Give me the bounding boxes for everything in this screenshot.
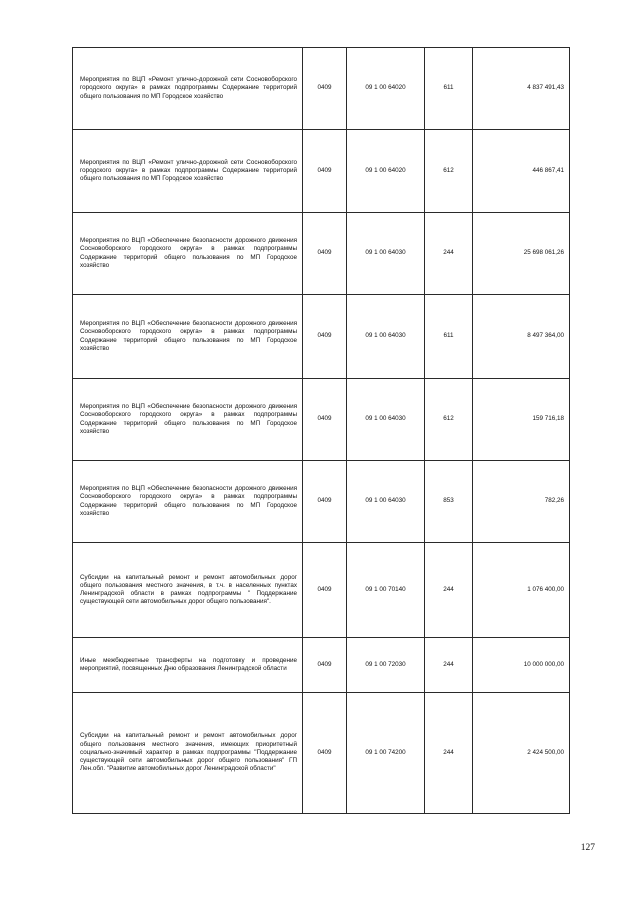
section-code-cell: 0409 — [303, 693, 347, 814]
target-article-cell: 09 1 00 72030 — [347, 638, 425, 693]
expense-name-cell: Мероприятия по ВЦП «Обеспечение безопасности дорожного движения Сосновоборского городского округа» в рамках подпрограммы Содержание территорий общего пользования по МП Городское хозяйство — [73, 295, 303, 379]
table-row — [73, 130, 570, 213]
amount-cell: 782,26 — [473, 461, 570, 543]
amount-cell: 25 698 061,26 — [473, 213, 570, 295]
expense-type-cell: 244 — [425, 543, 473, 638]
expense-name-cell: Мероприятия по ВЦП «Обеспечение безопасности дорожного движения Сосновоборского городского округа» в рамках подпрограммы Содержание территорий общего пользования по МП Городское хозяйство — [73, 461, 303, 543]
target-article-cell: 09 1 00 64030 — [347, 213, 425, 295]
section-code-cell: 0409 — [303, 461, 347, 543]
target-article-cell: 09 1 00 64030 — [347, 295, 425, 379]
target-article-cell: 09 1 00 64020 — [347, 48, 425, 130]
target-article-cell: 09 1 00 74200 — [347, 693, 425, 814]
expense-name-cell: Мероприятия по ВЦП «Обеспечение безопасности дорожного движения Сосновоборского городского округа» в рамках подпрограммы Содержание территорий общего пользования по МП Городское хозяйство — [73, 213, 303, 295]
expense-name-cell: Мероприятия по ВЦП «Обеспечение безопасности дорожного движения Сосновоборского городского округа» в рамках подпрограммы Содержание территорий общего пользования по МП Городское хозяйство — [73, 379, 303, 461]
expense-name-cell: Субсидии на капитальный ремонт и ремонт автомобильных дорог общего пользования местного значения, имеющих приоритетный социально-значимый характер в рамках подпрограммы "Поддержание существующей сети автомобильных дорог общего пользования" ГП Лен.обл. "Развитие автомобильных дорог Ленинградской области" — [73, 693, 303, 814]
expense-type-cell: 244 — [425, 693, 473, 814]
table-row — [73, 543, 570, 638]
expense-type-cell: 612 — [425, 379, 473, 461]
table-row — [73, 48, 570, 130]
expense-name-cell: Мероприятия по ВЦП «Ремонт улично-дорожной сети Сосновоборского городского округа» в рамках подпрограммы Содержание территорий общего пользования по МП Городское хозяйство — [73, 48, 303, 130]
expense-name-cell: Мероприятия по ВЦП «Ремонт улично-дорожной сети Сосновоборского городского округа» в рамках подпрограммы Содержание территорий общего пользования по МП Городское хозяйство — [73, 130, 303, 213]
expense-type-cell: 244 — [425, 213, 473, 295]
section-code-cell: 0409 — [303, 48, 347, 130]
target-article-cell: 09 1 00 70140 — [347, 543, 425, 638]
expense-type-cell: 853 — [425, 461, 473, 543]
table-row — [73, 295, 570, 379]
section-code-cell: 0409 — [303, 213, 347, 295]
amount-cell: 159 716,18 — [473, 379, 570, 461]
target-article-cell: 09 1 00 64030 — [347, 461, 425, 543]
section-code-cell: 0409 — [303, 379, 347, 461]
amount-cell: 2 424 500,00 — [473, 693, 570, 814]
section-code-cell: 0409 — [303, 638, 347, 693]
expense-name-cell: Субсидии на капитальный ремонт и ремонт автомобильных дорог общего пользования местного значения, в т.ч. в населенных пунктах Ленинградской области в рамках подпрограммы " Поддержание существующей сети автомобильных дорог общего пользования". — [73, 543, 303, 638]
section-code-cell: 0409 — [303, 295, 347, 379]
section-code-cell: 0409 — [303, 130, 347, 213]
target-article-cell: 09 1 00 64020 — [347, 130, 425, 213]
target-article-cell: 09 1 00 64030 — [347, 379, 425, 461]
table-row — [73, 693, 570, 814]
expense-type-cell: 244 — [425, 638, 473, 693]
amount-cell: 1 076 400,00 — [473, 543, 570, 638]
table-row — [73, 638, 570, 693]
amount-cell: 8 497 364,00 — [473, 295, 570, 379]
expense-type-cell: 612 — [425, 130, 473, 213]
budget-table — [72, 47, 570, 814]
expense-name-cell: Иные межбюджетные трансферты на подготовку и проведение мероприятий, посвященных Дню образования Ленинградской области — [73, 638, 303, 693]
table-row — [73, 461, 570, 543]
page-number: 127 — [580, 843, 595, 853]
table-row — [73, 213, 570, 295]
table-row — [73, 379, 570, 461]
expense-type-cell: 611 — [425, 48, 473, 130]
section-code-cell: 0409 — [303, 543, 347, 638]
amount-cell: 10 000 000,00 — [473, 638, 570, 693]
expense-type-cell: 611 — [425, 295, 473, 379]
amount-cell: 4 837 491,43 — [473, 48, 570, 130]
amount-cell: 446 867,41 — [473, 130, 570, 213]
